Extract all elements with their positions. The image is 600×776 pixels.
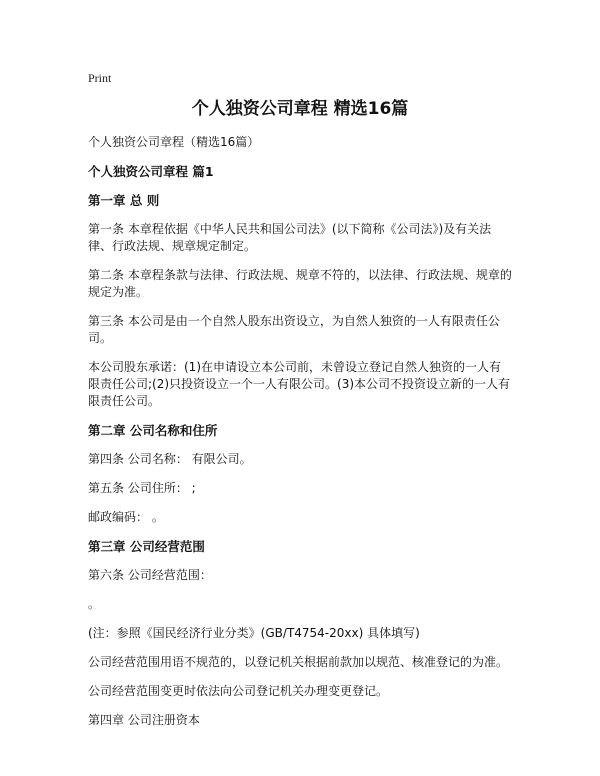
chapter-heading-3: 第三章 公司经营范围 <box>88 539 205 554</box>
paragraph-shareholder-promise: 本公司股东承诺：(1)在申请设立本公司前，未曾设立登记自然人独资的一人有限责任公司;(2)只投资设立一个一人有限公司。(3)本公司不投资设立新的一人有限责任公司。 <box>88 360 511 408</box>
paragraph-note: (注：参照《国民经济行业分类》(GB/T4754-20xx) 具体填写) <box>88 626 420 640</box>
paragraph-blank-scope: 。 <box>88 597 101 611</box>
print-link[interactable]: Print <box>88 71 112 85</box>
paragraph-article-1: 第一条 本章程依据《中华人民共和国公司法》(以下简称《公司法》)及有关法律、行政法规、规章规定制定。 <box>88 222 492 253</box>
section-heading-article-1: 个人独资公司章程 篇1 <box>88 164 214 179</box>
paragraph-scope-change: 公司经营范围变更时依法向公司登记机关办理变更登记。 <box>88 684 389 698</box>
chapter-heading-4: 第四章 公司注册资本 <box>88 713 200 727</box>
subtitle: 个人独资公司章程（精选16篇） <box>88 135 260 149</box>
paragraph-article-5: 第五条 公司住所： ; <box>88 481 196 495</box>
paragraph-scope-standard: 公司经营范围用语不规范的，以登记机关根据前款加以规范、核准登记的为准。 <box>88 655 509 669</box>
chapter-heading-1: 第一章 总 则 <box>88 193 160 208</box>
paragraph-article-4: 第四条 公司名称： 有限公司。 <box>88 452 252 466</box>
document-title: 个人独资公司章程 精选16篇 <box>191 99 409 119</box>
chapter-heading-2: 第二章 公司名称和住所 <box>88 423 218 438</box>
paragraph-article-2: 第二条 本章程条款与法律、行政法规、规章不符的，以法律、行政法规、规章的规定为准。 <box>88 268 512 299</box>
paragraph-postal-code: 邮政编码： 。 <box>88 510 164 524</box>
paragraph-article-6: 第六条 公司经营范围： <box>88 568 212 582</box>
paragraph-article-3: 第三条 本公司是由一个自然人股东出资设立，为自然人独资的一人有限责任公司。 <box>88 314 500 345</box>
